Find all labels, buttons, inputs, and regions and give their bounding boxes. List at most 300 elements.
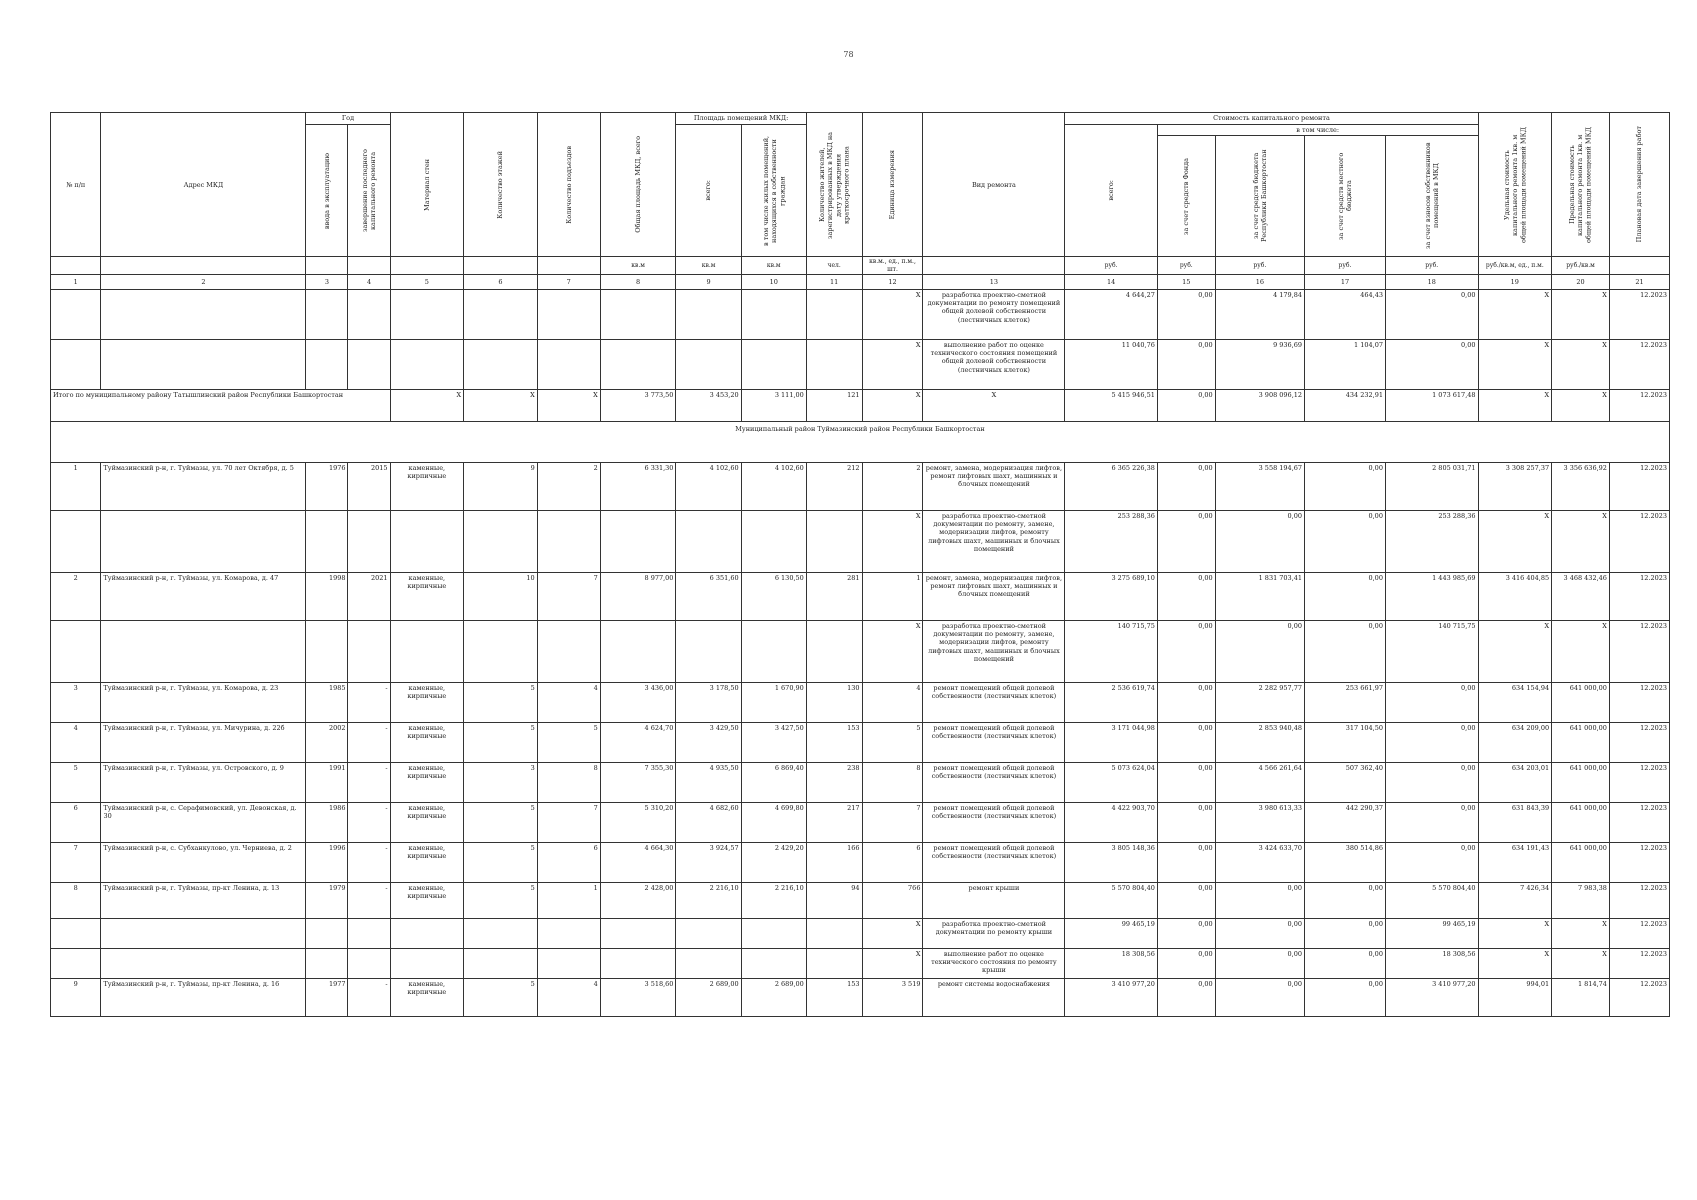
table-cell: 4 xyxy=(51,723,101,763)
table-cell: 153 xyxy=(806,723,862,763)
table-cell: 121 xyxy=(806,390,862,422)
header-floors: Количество этажей xyxy=(464,113,538,257)
table-cell: 317 104,50 xyxy=(1305,723,1386,763)
table-cell: 2 805 031,71 xyxy=(1385,463,1478,511)
table-cell xyxy=(101,290,306,340)
table-cell xyxy=(51,511,101,573)
table-row xyxy=(51,803,1670,843)
table-cell: каменные, кирпичные xyxy=(390,463,464,511)
table-cell xyxy=(600,290,676,340)
table-cell: 7 xyxy=(537,573,600,621)
table-cell: 3 171 044,98 xyxy=(1065,723,1158,763)
column-number: 3 xyxy=(306,275,348,290)
table-cell: ремонт крыши xyxy=(923,883,1065,919)
table-cell: X xyxy=(1552,390,1610,422)
table-cell: X xyxy=(1552,621,1610,683)
table-cell: 6 331,30 xyxy=(600,463,676,511)
table-cell: X xyxy=(1478,949,1552,979)
table-cell xyxy=(600,919,676,949)
table-cell: - xyxy=(348,723,390,763)
table-cell xyxy=(101,621,306,683)
table-cell: 10 xyxy=(464,573,538,621)
table-cell: 2 536 619,74 xyxy=(1065,683,1158,723)
table-cell: Туймазинский р-н, г. Туймазы, ул. Мичурина, д. 22б xyxy=(101,723,306,763)
table-cell xyxy=(537,511,600,573)
table-cell: 3 111,00 xyxy=(741,390,806,422)
column-number: 13 xyxy=(923,275,1065,290)
table-cell xyxy=(464,621,538,683)
table-cell: 5 xyxy=(537,723,600,763)
table-cell: 4 664,30 xyxy=(600,843,676,883)
table-cell xyxy=(537,290,600,340)
table-cell: 2 xyxy=(51,573,101,621)
header-address: Адрес МКД xyxy=(101,113,306,257)
table-cell: 238 xyxy=(806,763,862,803)
table-cell: 3 518,60 xyxy=(600,979,676,1017)
header-material: Материал стен xyxy=(390,113,464,257)
table-cell: X xyxy=(862,340,923,390)
table-cell xyxy=(741,340,806,390)
table-cell: 99 465,19 xyxy=(1065,919,1158,949)
table-cell: X xyxy=(862,949,923,979)
table-cell: 2 xyxy=(537,463,600,511)
table-cell: 4 644,27 xyxy=(1065,290,1158,340)
table-cell: 3 xyxy=(51,683,101,723)
table-cell: 3 519 xyxy=(862,979,923,1017)
table-cell xyxy=(676,621,741,683)
table-cell: 12.2023 xyxy=(1609,883,1669,919)
table-cell: 0,00 xyxy=(1385,340,1478,390)
table-cell: 140 715,75 xyxy=(1065,621,1158,683)
table-row xyxy=(51,511,1670,573)
column-number: 11 xyxy=(806,275,862,290)
table-cell: X xyxy=(862,511,923,573)
table-cell: 5 xyxy=(464,803,538,843)
header-plan-date: Плановая дата завершения работ xyxy=(1609,113,1669,257)
table-cell: 634 203,01 xyxy=(1478,763,1552,803)
table-cell: 2 428,00 xyxy=(600,883,676,919)
table-cell: 1 xyxy=(862,573,923,621)
table-cell: 5 570 804,40 xyxy=(1385,883,1478,919)
table-cell: выполнение работ по оценке технического состояния по ремонту крыши xyxy=(923,949,1065,979)
table-cell: 7 355,30 xyxy=(600,763,676,803)
table-cell: 0,00 xyxy=(1157,883,1215,919)
table-cell: 5 073 624,04 xyxy=(1065,763,1158,803)
table-cell xyxy=(806,949,862,979)
table-cell xyxy=(390,919,464,949)
table-cell: 1977 xyxy=(306,979,348,1017)
table-cell xyxy=(464,919,538,949)
table-cell: 12.2023 xyxy=(1609,683,1669,723)
table-cell: 994,01 xyxy=(1478,979,1552,1017)
table-cell xyxy=(306,340,348,390)
table-cell: 12.2023 xyxy=(1609,340,1669,390)
table-cell: 0,00 xyxy=(1385,803,1478,843)
table-cell: 2 216,10 xyxy=(676,883,741,919)
table-cell: 1991 xyxy=(306,763,348,803)
table-cell: 3 410 977,20 xyxy=(1385,979,1478,1017)
table-cell: 1 073 617,48 xyxy=(1385,390,1478,422)
header-residents: Количество жителей, зарегистрированных в МКД на дату утверждения краткосрочного плана xyxy=(806,113,862,257)
table-cell: X xyxy=(1552,919,1610,949)
table-cell: 7 426,34 xyxy=(1478,883,1552,919)
table-cell: 0,00 xyxy=(1157,803,1215,843)
table-cell: X xyxy=(1478,390,1552,422)
table-cell: Туймазинский р-н, г. Туймазы, ул. Островского, д. 9 xyxy=(101,763,306,803)
table-cell: 4 624,70 xyxy=(600,723,676,763)
table-cell xyxy=(806,340,862,390)
table-row xyxy=(51,763,1670,803)
table-cell: 6 xyxy=(537,843,600,883)
table-cell: Итого по муниципальному району Татышлинский район Республики Башкортостан xyxy=(51,390,391,422)
table-cell: Туймазинский р-н, г. Туймазы, ул. Комарова, д. 23 xyxy=(101,683,306,723)
table-cell xyxy=(806,621,862,683)
table-cell xyxy=(348,340,390,390)
header-cost-total: всего: xyxy=(1065,125,1158,257)
table-cell: 6 130,50 xyxy=(741,573,806,621)
table-cell: каменные, кирпичные xyxy=(390,763,464,803)
table-cell: 6 869,40 xyxy=(741,763,806,803)
table-cell xyxy=(101,919,306,949)
header-area-all: всего: xyxy=(676,125,741,257)
table-cell xyxy=(101,340,306,390)
table-cell: 6 xyxy=(51,803,101,843)
table-cell xyxy=(806,511,862,573)
section-row xyxy=(51,422,1670,463)
table-cell: 3 416 404,85 xyxy=(1478,573,1552,621)
table-cell: 18 308,56 xyxy=(1385,949,1478,979)
table-cell: 5 xyxy=(862,723,923,763)
column-number: 6 xyxy=(464,275,538,290)
table-cell: ремонт помещений общей долевой собственности (лестничных клеток) xyxy=(923,683,1065,723)
table-cell: 0,00 xyxy=(1305,979,1386,1017)
table-cell: 2 689,00 xyxy=(676,979,741,1017)
column-number: 16 xyxy=(1215,275,1304,290)
table-cell xyxy=(741,511,806,573)
table-cell: каменные, кирпичные xyxy=(390,883,464,919)
header-repair-type: Вид ремонта xyxy=(923,113,1065,257)
table-cell: каменные, кирпичные xyxy=(390,573,464,621)
table-cell: 18 308,56 xyxy=(1065,949,1158,979)
column-number: 10 xyxy=(741,275,806,290)
table-cell: X xyxy=(1552,949,1610,979)
table-cell: 12.2023 xyxy=(1609,573,1669,621)
table-cell xyxy=(306,511,348,573)
table-cell: 0,00 xyxy=(1385,843,1478,883)
table-cell: 1 xyxy=(537,883,600,919)
capital-repair-table-sheet xyxy=(50,112,1670,1017)
table-cell xyxy=(537,340,600,390)
table-cell: X xyxy=(464,390,538,422)
table-cell: 3 773,50 xyxy=(600,390,676,422)
table-cell xyxy=(51,949,101,979)
table-cell: 0,00 xyxy=(1157,763,1215,803)
table-cell: 0,00 xyxy=(1305,463,1386,511)
table-cell: 2 282 957,77 xyxy=(1215,683,1304,723)
table-cell: ремонт помещений общей долевой собственности (лестничных клеток) xyxy=(923,843,1065,883)
table-cell: 0,00 xyxy=(1305,919,1386,949)
table-cell: 3 805 148,36 xyxy=(1065,843,1158,883)
table-cell: 12.2023 xyxy=(1609,803,1669,843)
table-cell: - xyxy=(348,843,390,883)
table-cell: 5 xyxy=(464,723,538,763)
table-cell xyxy=(348,621,390,683)
table-cell xyxy=(390,621,464,683)
table-cell: каменные, кирпичные xyxy=(390,843,464,883)
table-row xyxy=(51,463,1670,511)
table-cell: X xyxy=(862,919,923,949)
header-unit-cost: Удельная стоимость капитального ремонта 1кв. м общей площади помещений МКД xyxy=(1478,113,1552,257)
table-cell: 0,00 xyxy=(1305,621,1386,683)
table-cell: 641 000,00 xyxy=(1552,723,1610,763)
table-cell: 3 436,00 xyxy=(600,683,676,723)
table-cell: 3 178,50 xyxy=(676,683,741,723)
header-cost-local: за счет средств местного бюджета xyxy=(1305,136,1386,257)
table-cell: ремонт, замена, модернизация лифтов, ремонт лифтовых шахт, машинных и блочных помещений xyxy=(923,463,1065,511)
table-cell: 3 356 636,92 xyxy=(1552,463,1610,511)
column-number: 15 xyxy=(1157,275,1215,290)
table-cell xyxy=(390,340,464,390)
table-cell: 0,00 xyxy=(1157,979,1215,1017)
header-cost-including: в том числе: xyxy=(1157,125,1478,136)
table-cell: 12.2023 xyxy=(1609,463,1669,511)
table-cell: 11 040,76 xyxy=(1065,340,1158,390)
column-number: 5 xyxy=(390,275,464,290)
table-cell: X xyxy=(1552,290,1610,340)
table-cell: 3 410 977,20 xyxy=(1065,979,1158,1017)
table-cell: 434 232,91 xyxy=(1305,390,1386,422)
table-cell: X xyxy=(1478,511,1552,573)
header-max-cost: Предельная стоимость капитального ремонта 1кв. м общей площади помещений МКД xyxy=(1552,113,1610,257)
column-number: 18 xyxy=(1385,275,1478,290)
table-cell xyxy=(306,290,348,340)
header-area-residential: в том числе жилых помещений, находящихся в собственности граждан xyxy=(741,125,806,257)
table-cell: 1985 xyxy=(306,683,348,723)
table-cell: 766 xyxy=(862,883,923,919)
table-cell xyxy=(306,621,348,683)
header-area-premises: Площадь помещений МКД: xyxy=(676,113,806,125)
table-cell: 634 209,00 xyxy=(1478,723,1552,763)
table-cell: 380 514,86 xyxy=(1305,843,1386,883)
table-cell: 3 xyxy=(464,763,538,803)
table-cell xyxy=(390,290,464,340)
table-cell: 0,00 xyxy=(1215,621,1304,683)
table-cell: 1998 xyxy=(306,573,348,621)
column-number: 21 xyxy=(1609,275,1669,290)
table-cell: 6 xyxy=(862,843,923,883)
table-cell: 0,00 xyxy=(1157,843,1215,883)
table-cell: 1976 xyxy=(306,463,348,511)
table-cell: 3 424 633,70 xyxy=(1215,843,1304,883)
table-cell xyxy=(348,511,390,573)
table-cell: 9 xyxy=(51,979,101,1017)
table-cell: 0,00 xyxy=(1305,949,1386,979)
table-cell: 4 935,50 xyxy=(676,763,741,803)
table-cell: 130 xyxy=(806,683,862,723)
table-cell: 641 000,00 xyxy=(1552,803,1610,843)
table-row xyxy=(51,949,1670,979)
table-cell: 12.2023 xyxy=(1609,723,1669,763)
column-number: 8 xyxy=(600,275,676,290)
table-cell xyxy=(464,340,538,390)
table-cell xyxy=(537,919,600,949)
table-row xyxy=(51,573,1670,621)
table-cell: 0,00 xyxy=(1157,919,1215,949)
table-cell: 12.2023 xyxy=(1609,763,1669,803)
table-cell: 4 102,60 xyxy=(676,463,741,511)
table-cell: 12.2023 xyxy=(1609,511,1669,573)
column-number: 12 xyxy=(862,275,923,290)
table-cell: Туймазинский р-н, г. Туймазы, ул. 70 лет Октября, д. 5 xyxy=(101,463,306,511)
table-cell: - xyxy=(348,883,390,919)
table-cell: 5 415 946,51 xyxy=(1065,390,1158,422)
table-cell: каменные, кирпичные xyxy=(390,683,464,723)
header-year: Год xyxy=(306,113,390,125)
table-cell: 0,00 xyxy=(1385,723,1478,763)
table-cell: X xyxy=(390,390,464,422)
units-row: кв.м кв.м кв.м чел. кв.м., ед., п.м., шт. руб. руб. руб. руб. руб. руб./кв.м, ед., п.м. руб./кв.м xyxy=(51,257,1670,275)
table-row xyxy=(51,290,1670,340)
table-cell xyxy=(676,340,741,390)
table-cell: 3 453,20 xyxy=(676,390,741,422)
table-cell: 12.2023 xyxy=(1609,919,1669,949)
table-cell: 4 179,84 xyxy=(1215,290,1304,340)
table-cell: 0,00 xyxy=(1157,573,1215,621)
table-cell: 12.2023 xyxy=(1609,621,1669,683)
table-cell xyxy=(676,949,741,979)
table-cell: 1 104,07 xyxy=(1305,340,1386,390)
header-year-last-repair: завершение последнего капитального ремонта xyxy=(348,125,390,257)
table-cell: выполнение работ по оценке технического состояния помещений общей долевой собственности (лестничных клеток) xyxy=(923,340,1065,390)
table-cell: 0,00 xyxy=(1157,723,1215,763)
table-cell: 0,00 xyxy=(1305,573,1386,621)
table-cell: 2 853 940,48 xyxy=(1215,723,1304,763)
table-cell xyxy=(51,919,101,949)
table-cell xyxy=(741,621,806,683)
table-cell: 2 216,10 xyxy=(741,883,806,919)
table-cell: 2021 xyxy=(348,573,390,621)
table-cell: 8 xyxy=(51,883,101,919)
table-cell: 5 570 804,40 xyxy=(1065,883,1158,919)
table-cell: 8 xyxy=(862,763,923,803)
table-cell: 2 429,20 xyxy=(741,843,806,883)
table-cell xyxy=(101,511,306,573)
table-cell: каменные, кирпичные xyxy=(390,723,464,763)
table-cell: 641 000,00 xyxy=(1552,843,1610,883)
table-cell: разработка проектно-сметной документации по ремонту крыши xyxy=(923,919,1065,949)
table-cell: 253 288,36 xyxy=(1065,511,1158,573)
table-cell: 8 977,00 xyxy=(600,573,676,621)
column-number: 7 xyxy=(537,275,600,290)
table-cell: каменные, кирпичные xyxy=(390,979,464,1017)
table-cell: 5 xyxy=(464,683,538,723)
table-cell: 0,00 xyxy=(1385,290,1478,340)
table-cell: 2015 xyxy=(348,463,390,511)
table-cell: Туймазинский р-н, г. Туймазы, пр-кт Ленина, д. 16 xyxy=(101,979,306,1017)
capital-repair-table xyxy=(50,112,1670,1017)
table-cell: 5 xyxy=(51,763,101,803)
table-cell: 5 310,20 xyxy=(600,803,676,843)
table-cell xyxy=(464,290,538,340)
table-row xyxy=(51,883,1670,919)
header-cost: Стоимость капитального ремонта xyxy=(1065,113,1478,125)
table-row xyxy=(51,843,1670,883)
table-cell: 6 351,60 xyxy=(676,573,741,621)
header-cost-fund: за счет средств Фонда xyxy=(1157,136,1215,257)
table-cell xyxy=(806,919,862,949)
table-cell: X xyxy=(1552,511,1610,573)
table-cell xyxy=(51,290,101,340)
table-cell xyxy=(600,949,676,979)
table-cell xyxy=(806,290,862,340)
table-cell: 99 465,19 xyxy=(1385,919,1478,949)
table-cell xyxy=(741,290,806,340)
table-cell: 2 689,00 xyxy=(741,979,806,1017)
table-cell: 7 983,38 xyxy=(1552,883,1610,919)
table-cell xyxy=(464,949,538,979)
table-row xyxy=(51,340,1670,390)
table-cell: 9 936,69 xyxy=(1215,340,1304,390)
table-cell: 253 288,36 xyxy=(1385,511,1478,573)
table-cell xyxy=(306,949,348,979)
table-cell: 0,00 xyxy=(1157,390,1215,422)
table-cell: 3 980 613,33 xyxy=(1215,803,1304,843)
table-cell: 12.2023 xyxy=(1609,843,1669,883)
table-cell: ремонт помещений общей долевой собственности (лестничных клеток) xyxy=(923,763,1065,803)
table-cell xyxy=(390,949,464,979)
table-cell: X xyxy=(537,390,600,422)
table-cell: 12.2023 xyxy=(1609,290,1669,340)
header-cost-owners: за счет взносов собственников помещений в МКД xyxy=(1385,136,1478,257)
table-cell xyxy=(51,340,101,390)
table-cell: 253 661,97 xyxy=(1305,683,1386,723)
table-cell: 0,00 xyxy=(1157,621,1215,683)
table-cell: 0,00 xyxy=(1157,511,1215,573)
table-row xyxy=(51,683,1670,723)
table-cell: 4 699,80 xyxy=(741,803,806,843)
table-cell: Туймазинский р-н, с. Субханкулово, ул. Черниева, д. 2 xyxy=(101,843,306,883)
table-cell: 3 924,57 xyxy=(676,843,741,883)
table-cell: 634 191,43 xyxy=(1478,843,1552,883)
table-cell: ремонт помещений общей долевой собственности (лестничных клеток) xyxy=(923,723,1065,763)
column-number: 1 xyxy=(51,275,101,290)
table-cell: - xyxy=(348,979,390,1017)
table-cell: ремонт помещений общей долевой собственности (лестничных клеток) xyxy=(923,803,1065,843)
table-cell: 217 xyxy=(806,803,862,843)
table-cell: 12.2023 xyxy=(1609,979,1669,1017)
table-cell xyxy=(676,919,741,949)
table-cell: разработка проектно-сметной документации по ремонту помещений общей долевой собственности (лестничных клеток) xyxy=(923,290,1065,340)
table-cell: 6 365 226,38 xyxy=(1065,463,1158,511)
column-number: 2 xyxy=(101,275,306,290)
table-cell: 0,00 xyxy=(1215,883,1304,919)
table-cell: 4 422 903,70 xyxy=(1065,803,1158,843)
column-number: 20 xyxy=(1552,275,1610,290)
table-cell: 0,00 xyxy=(1215,919,1304,949)
table-cell: 3 468 432,46 xyxy=(1552,573,1610,621)
table-cell: 3 427,50 xyxy=(741,723,806,763)
table-cell xyxy=(348,949,390,979)
table-cell: 0,00 xyxy=(1157,290,1215,340)
table-cell: 0,00 xyxy=(1305,883,1386,919)
table-cell xyxy=(101,949,306,979)
table-cell xyxy=(348,919,390,949)
table-cell: Туймазинский р-н, г. Туймазы, пр-кт Ленина, д. 13 xyxy=(101,883,306,919)
table-cell: Муниципальный район Туймазинский район Республики Башкортостан xyxy=(51,422,1670,463)
table-cell: 464,43 xyxy=(1305,290,1386,340)
table-cell: 634 154,94 xyxy=(1478,683,1552,723)
table-cell xyxy=(537,621,600,683)
